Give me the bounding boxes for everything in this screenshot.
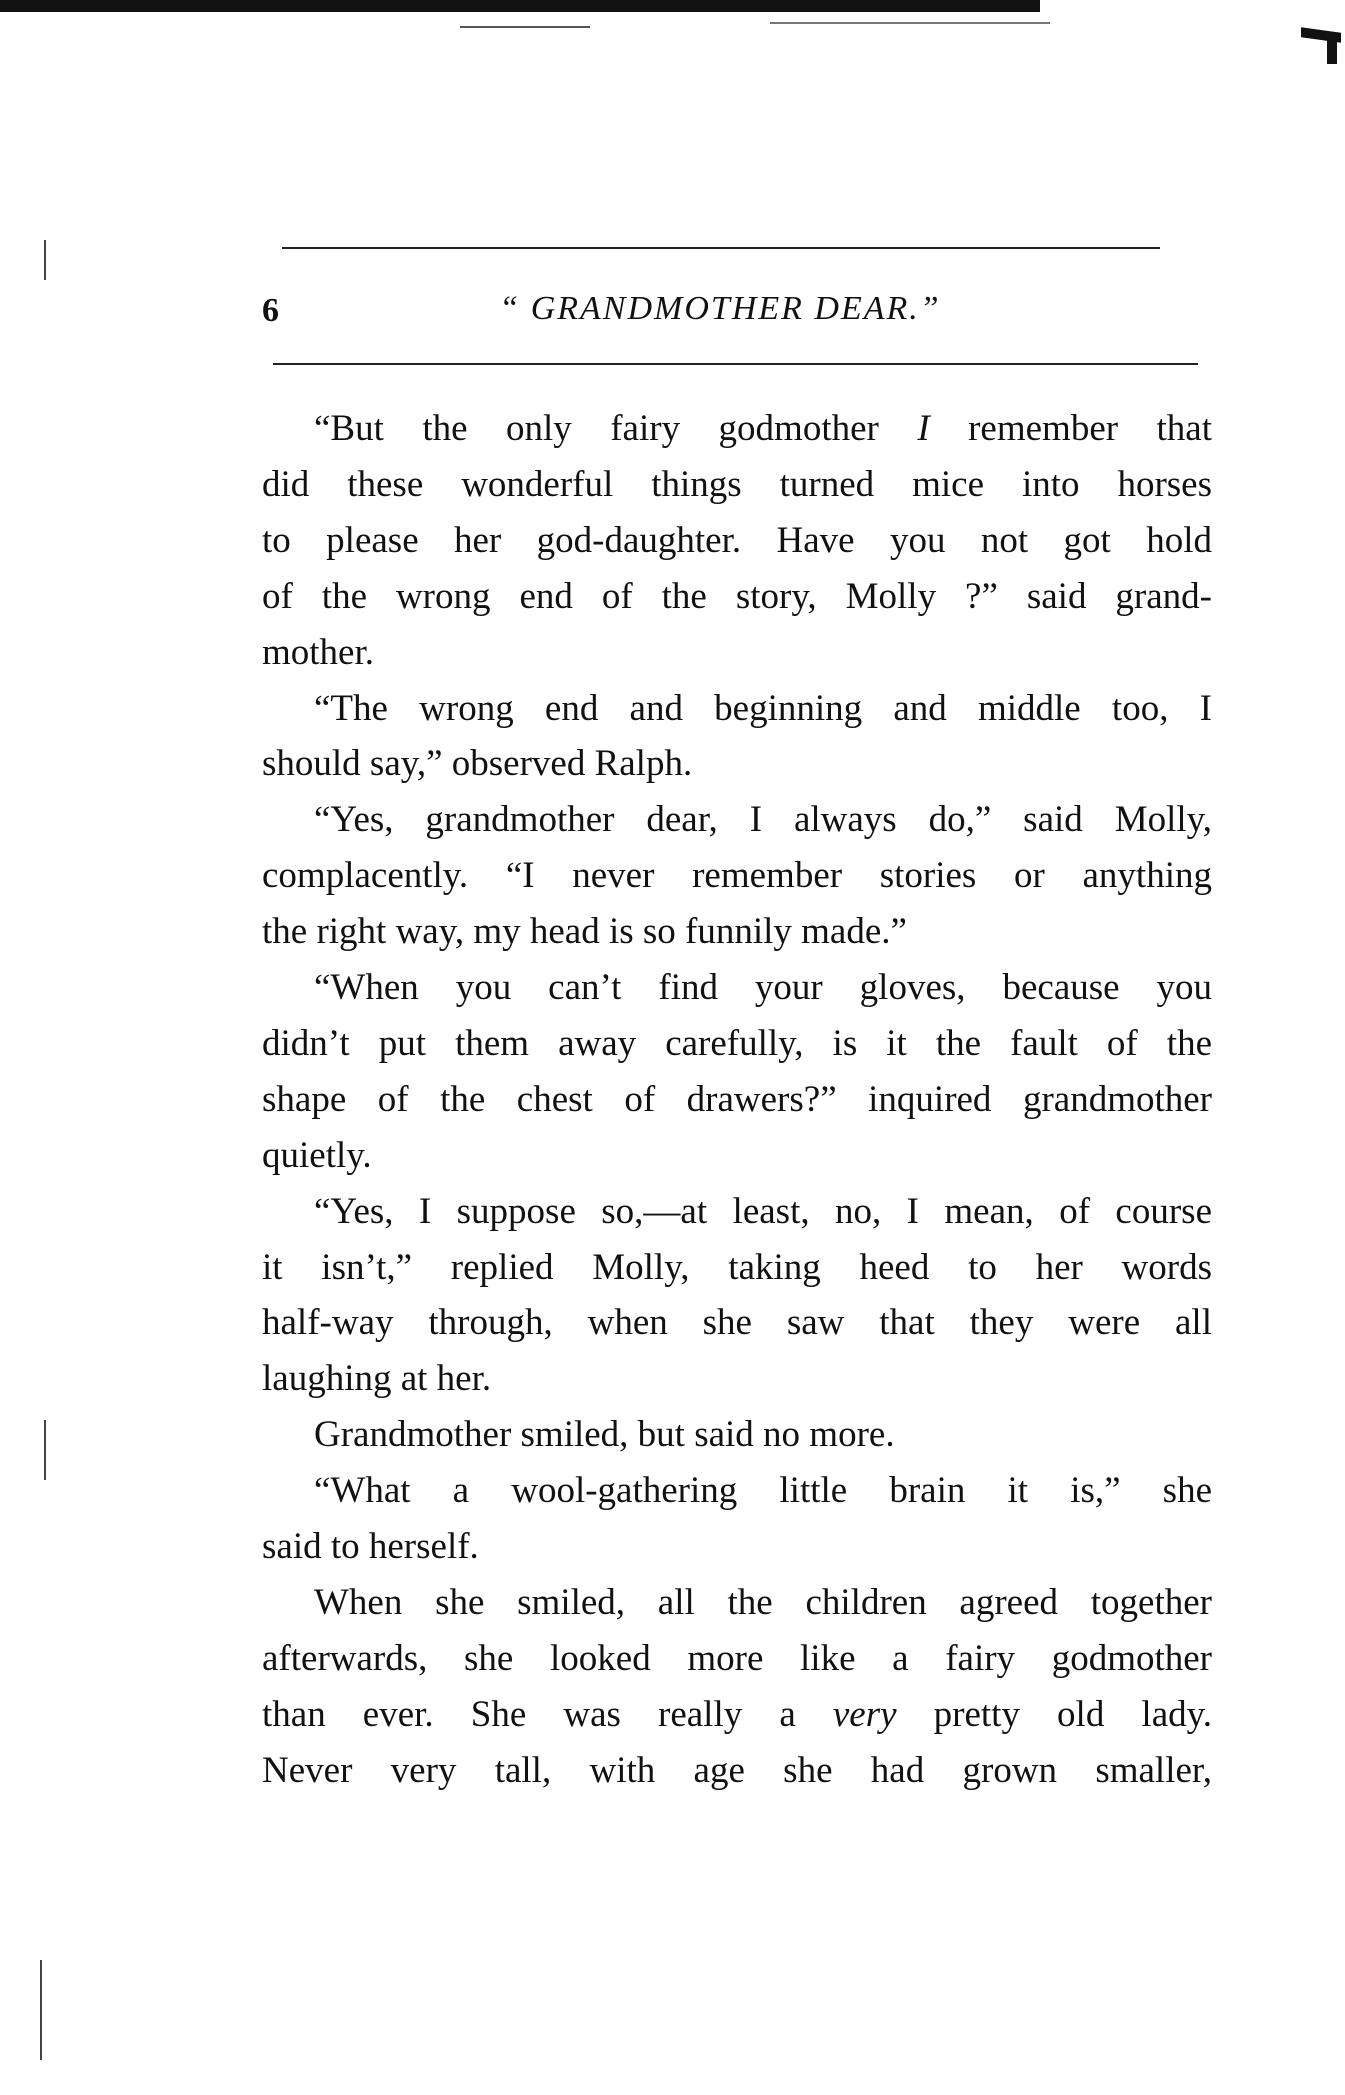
text-segment: quietly.	[262, 1134, 372, 1176]
text-line	[262, 1523, 1212, 1571]
header-rule-top	[282, 247, 1160, 249]
scan-edge-line	[460, 26, 590, 28]
text-segment: mother.	[262, 631, 375, 673]
text-line	[262, 1020, 1212, 1068]
text-line	[262, 1691, 1212, 1739]
text-line	[262, 461, 1212, 509]
text-segment: afterwards, she looked more like a fairy godmother	[262, 1637, 1212, 1679]
text-segment: than ever. She was really a	[262, 1693, 833, 1735]
text-line	[262, 852, 1212, 900]
text-line	[314, 685, 1212, 733]
scan-corner-mark	[1327, 36, 1337, 64]
text-line	[314, 964, 1212, 1012]
text-line	[314, 1467, 1212, 1515]
text-line	[314, 1579, 1212, 1627]
text-segment: When she smiled, all the children agreed together	[314, 1581, 1212, 1623]
text-line	[262, 1747, 1212, 1795]
text-segment: “Yes, grandmother dear, I always do,” said Molly,	[314, 799, 1212, 841]
text-line	[262, 1635, 1212, 1683]
text-segment: of the wrong end of the story, Molly ?” said grand-	[262, 575, 1212, 617]
text-line	[314, 1411, 1212, 1459]
text-line	[262, 1132, 1212, 1180]
text-segment: “When you can’t find your gloves, because you	[314, 967, 1212, 1008]
text-segment: remember that	[929, 408, 1213, 449]
text-line	[314, 1188, 1212, 1236]
page-number: 6	[262, 292, 279, 329]
scan-margin-mark	[44, 1420, 46, 1480]
text-line	[314, 796, 1212, 844]
text-line	[314, 405, 1212, 453]
text-line	[262, 1076, 1212, 1124]
scan-margin-mark	[44, 240, 46, 280]
text-line	[262, 908, 1212, 956]
scan-edge-bar	[0, 0, 1040, 12]
text-segment: “But the only fairy godmother	[314, 408, 918, 449]
italic-text: I	[917, 408, 930, 449]
header-rule-bottom	[273, 363, 1198, 365]
text-line	[262, 1355, 1212, 1403]
scan-margin-mark	[40, 1960, 42, 2060]
text-segment: it isn’t,” replied Molly, taking heed to her words	[262, 1246, 1212, 1288]
running-title: “ GRANDMOTHER DEAR.”	[499, 290, 941, 327]
text-segment: the right way, my head is so funnily made.”	[262, 911, 907, 953]
text-segment: laughing at her.	[262, 1358, 492, 1400]
text-line	[262, 1244, 1212, 1292]
italic-text: very	[832, 1693, 897, 1735]
text-segment: complacently. “I never remember stories or anything	[262, 855, 1212, 897]
text-line	[262, 517, 1212, 565]
text-line	[262, 1299, 1212, 1347]
text-segment: “The wrong end and beginning and middle too, I	[314, 687, 1212, 729]
text-segment: to please her god-daughter. Have you not got hold	[262, 519, 1212, 561]
text-line	[262, 740, 1212, 788]
text-segment: Never very tall, with age she had grown smaller,	[262, 1749, 1212, 1791]
text-segment: “What a wool-gathering little brain it is,” she	[314, 1470, 1212, 1512]
text-segment: did these wonderful things turned mice into horses	[262, 463, 1212, 505]
text-line	[262, 629, 1212, 677]
text-segment: didn’t put them away carefully, is it the fault of the	[262, 1022, 1212, 1064]
text-segment: shape of the chest of drawers?” inquired grandmother	[262, 1078, 1212, 1120]
text-segment: “Yes, I suppose so,—at least, no, I mean, of course	[314, 1190, 1212, 1232]
text-segment: half-way through, when she saw that they were all	[262, 1302, 1212, 1344]
text-segment: pretty old lady.	[896, 1693, 1212, 1735]
scan-edge-line	[770, 22, 1050, 24]
text-segment: Grandmother smiled, but said no more.	[314, 1414, 895, 1456]
text-segment: said to herself.	[262, 1526, 479, 1567]
text-line	[262, 573, 1212, 621]
text-segment: should say,” observed Ralph.	[262, 743, 693, 785]
